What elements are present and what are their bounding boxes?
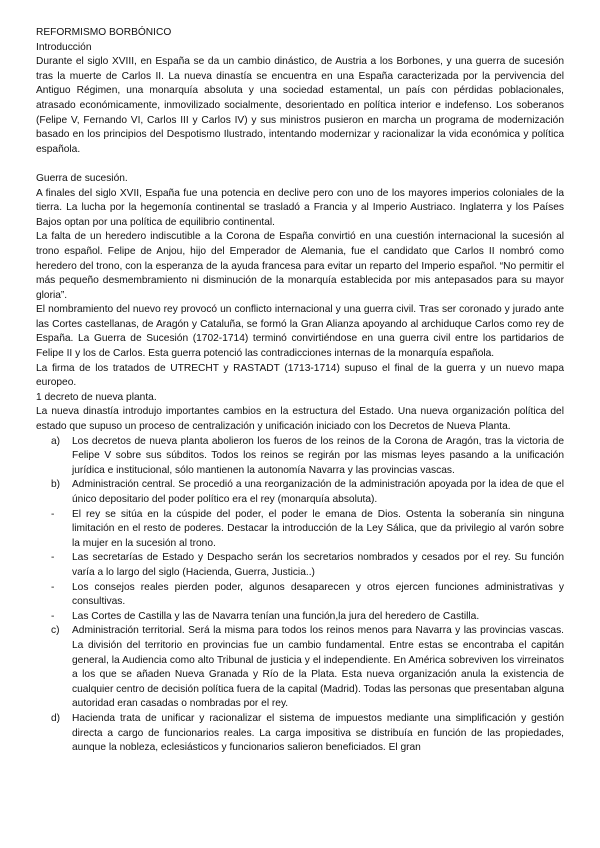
list-marker: - (51, 508, 55, 520)
decree-intro: La nueva dinastía introdujo importantes cambios en la estructura del Estado. Una nueva organización política del estado que supuso un proceso de centralización y unificación iniciado con los Decretos de Nueva Planta. (36, 406, 564, 433)
list-marker: d) (51, 712, 61, 724)
list-item (36, 624, 564, 712)
war-paragraph-1: A finales del siglo XVII, España fue una potencia en declive pero con uno de los mayores imperios coloniales de la tierra. La lucha por la hegemonía continental se trasladó a Francia y al Imperio Austriaco. Inglaterra y los Países Bajos optan por una política de equilibrio continental. (36, 187, 564, 228)
list-item-text: Hacienda trata de unificar y racionalizar el sistema de impuestos mediante una simplificación y gestión directa a cargo de funcionarios reales. La carga impositiva se distribuía en función de las propiedades, aunque la nobleza, eclesiásticos y funcionarios salieron beneficiados. El gran (72, 712, 564, 754)
war-paragraph-3: El nombramiento del nuevo rey provocó un conflicto internacional y una guerra civil. Tras ser coronado y jurado ante las Cortes castellanas, de Aragón y Cataluña, se formó la Gran Alianza apoyando al archiduque Carlos como rey de España. La Guerra de Sucesión (1702-1714) terminó convirtiéndose en una guerra civil entre los partidarios de Felipe II y los de Carlos. Esta guerra potenció las contradicciones internas de la monarquía española. (36, 304, 564, 360)
list-item (36, 551, 564, 580)
intro-paragraph: Durante el siglo XVIII, en España se da un cambio dinástico, de Austria a los Borbones, y una guerra de sucesión tras la muerte de Carlos II. La nueva dinastía se encuentra en una España caracterizada por la pervivencia del Antiguo Régimen, una monarquía absoluta y una sociedad estamental, un país con pérdidas poblacionales, atrasado económicamente, inmovilizado socialmente, desorientado en política interior e indefenso. Los soberanos (Felipe V, Fernando VI, Carlos III y Carlos IV) y sus ministros pusieron en marcha un programa de modernización basado en los principios del Despotismo Ilustrado, intentando modernizar y racionalizar la vida económica y política española. (36, 56, 564, 155)
list-item (36, 581, 564, 610)
list-item-text: El rey se sitúa en la cúspide del poder, el poder le emana de Dios. Ostenta la soberanía sin ninguna limitación en el resto de poderes. Destacar la introducción de la Ley Sálica, que da privilegio al varón sobre la mujer en la sucesión al trono. (72, 508, 564, 549)
list-item (36, 478, 564, 507)
list-item (36, 435, 564, 479)
list-item-text: Las Cortes de Castilla y las de Navarra tenían una función,la jura del heredero de Castilla. (72, 610, 480, 622)
document-title: REFORMISMO BORBÓNICO (36, 27, 172, 38)
list-item-text: Las secretarías de Estado y Despacho serán los secretarios nombrados y cesados por el rey. Su función varía a lo largo del siglo (Hacienda, Guerra, Justicia..) (72, 552, 564, 578)
war-heading: Guerra de sucesión. (36, 172, 128, 184)
list-item-text: Los decretos de nueva planta abolieron los fueros de los reinos de la Corona de Aragón, tras la victoria de Felipe V sobre sus súbditos. Todos los reinos se regirán por las mismas leyes pasando a la unificación jurídica e institucional, sólo mantienen la autonomía Navarra y las provincias vascas. (72, 435, 564, 476)
list-marker: - (51, 552, 55, 564)
list-marker: - (51, 610, 55, 622)
list-item-text: Los consejos reales pierden poder, algunos desaparecen y otros ejercen funciones administrativas y consultivas. (72, 581, 564, 608)
list-marker: b) (51, 479, 61, 491)
list-marker: a) (51, 435, 61, 447)
list-item (36, 610, 564, 625)
list-item (36, 508, 564, 552)
list-marker: - (51, 581, 55, 593)
decree-heading: 1 decreto de nueva planta. (36, 391, 157, 403)
list-item (36, 712, 564, 756)
list-marker: c) (51, 625, 60, 637)
war-paragraph-4: La firma de los tratados de UTRECHT y RASTADT (1713-1714) supuso el final de la guerra y un nuevo mapa europeo. (36, 362, 564, 389)
reform-list (36, 435, 564, 756)
war-paragraph-2: La falta de un heredero indiscutible a la Corona de España convirtió en una cuestión internacional la sucesión al trono español. Felipe de Anjou, hijo del Emperador de Alemania, fue el candidato que Carlos II nombró como heredero del trono, con la esperanza de la ayuda francesa para evitar un reparto del Imperio español. “No permitir el más pequeño desmembramiento ni disminución de la monarquía establecida por mis antepasados para su mayor gloria”. (36, 231, 564, 301)
list-item-text: Administración central. Se procedió a una reorganización de la administración apoyada por la idea de que el único depositario del poder político era el rey (monarquía absoluta). (72, 479, 564, 505)
spacer (36, 157, 564, 172)
list-item-text: Administración territorial. Será la misma para todos los reinos menos para Navarra y las provincias vascas. La división del territorio en provincias fue un cambio fundamental. Entre estas se encontraba el capitán general, la Audiencia como alto Tribunal de justicia y el independiente. En América sobreviven los virreinatos a los que se añaden Nueva Granada y Río de la Plata. Esta nueva organización anula la existencia de cualquier centro de decisión política fuera de la capital (Madrid). Todas las personas que presentaban alguna autoridad eran casadas o nombradas por el rey. (72, 625, 564, 710)
intro-heading: Introducción (36, 41, 92, 53)
